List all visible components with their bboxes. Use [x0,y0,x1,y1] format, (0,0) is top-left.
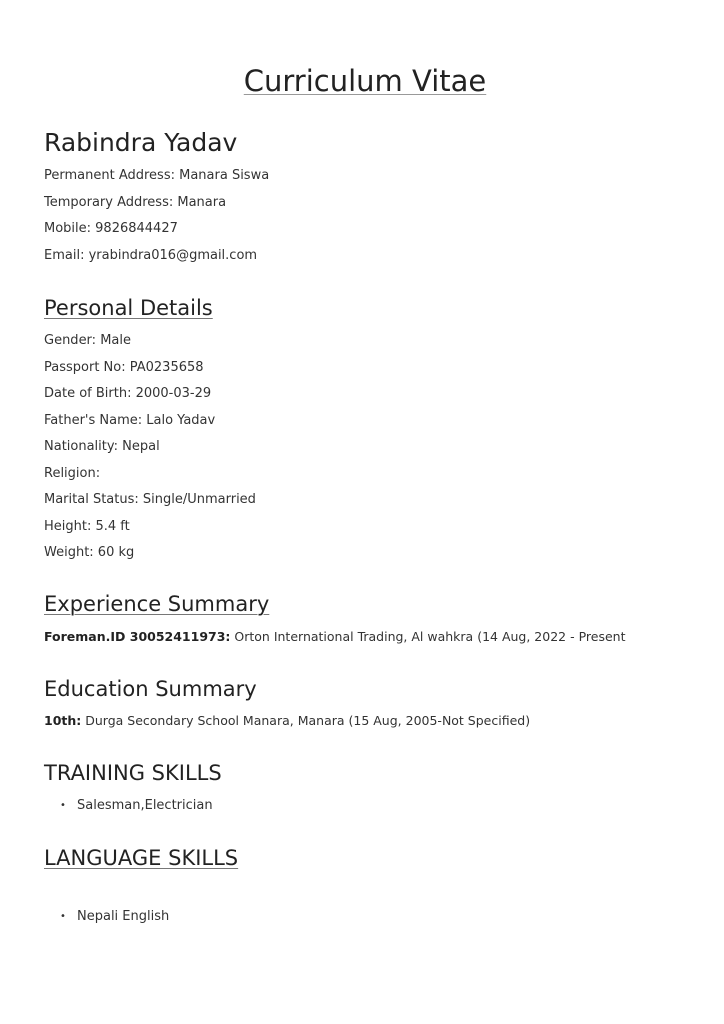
education-entry [44,708,530,735]
document-title [0,64,724,98]
marital-status: Marital Status: Single/Unmarried [44,492,256,507]
nationality: Nationality: Nepal [44,439,160,454]
personal-details-list [44,328,256,567]
religion: Religion: [44,465,101,481]
personal-details-heading: Personal Details [44,296,213,320]
experience-text: Orton International Trading, Al wahkra (14 Aug, 2022 - Present [230,629,626,644]
education-label: 10th: [44,713,82,728]
experience-heading: Experience Summary [44,592,270,616]
training-skill-item: • Salesman,Electrician [60,793,724,820]
passport-no: Passport No: PA0235658 [44,359,204,375]
document-title-text: Curriculum Vitae [243,64,487,98]
education-text: Durga Secondary School Manara, Manara (15 Aug, 2005-Not Specified) [81,713,531,728]
training-skills-heading: TRAINING SKILLS [44,761,222,785]
height: Height: 5.4 ft [44,518,130,534]
mobile: Mobile: 9826844427 [44,221,178,236]
email: Email: yrabindra016@gmail.com [44,247,258,263]
weight: Weight: 60 kg [44,545,135,560]
language-skill-item: • Nepali English [60,904,724,931]
gender: Gender: Male [44,333,131,348]
permanent-address: Permanent Address: Manara Siswa [44,168,270,183]
language-skills-heading: LANGUAGE SKILLS [44,846,239,870]
experience-label: Foreman.ID 30052411973: [44,629,231,644]
temporary-address: Temporary Address: Manara [44,194,227,210]
experience-entry [44,624,625,651]
fathers-name: Father's Name: Lalo Yadav [44,412,216,428]
date-of-birth: Date of Birth: 2000-03-29 [44,386,212,401]
candidate-name: Rabindra Yadav [44,128,238,157]
education-heading: Education Summary [44,677,257,701]
contact-block [44,163,269,269]
